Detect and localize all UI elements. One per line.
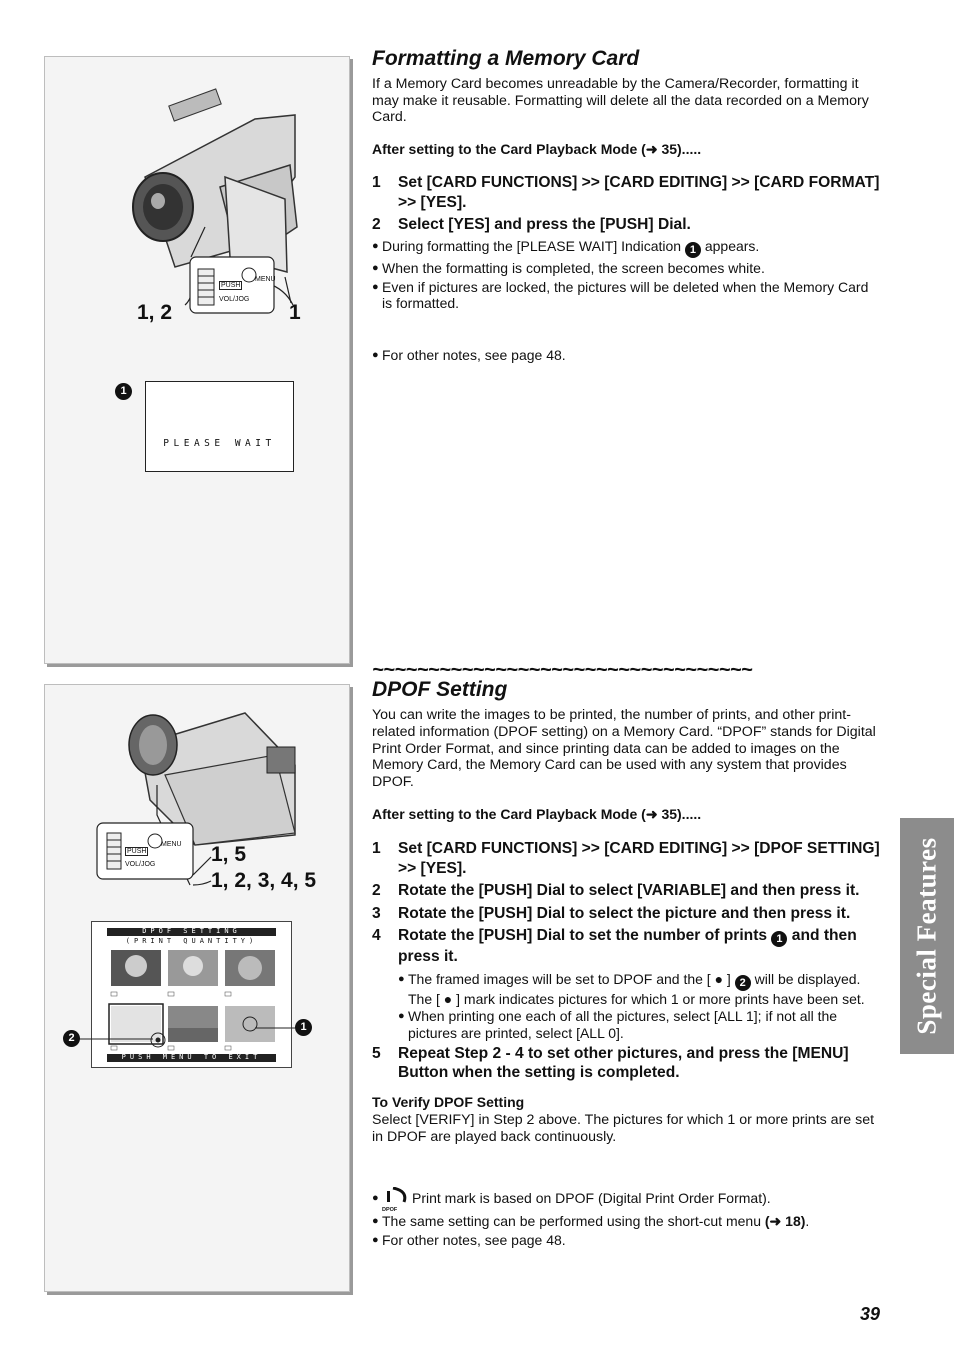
bullet: ● During formatting the [PLEASE WAIT] Indication 1 appears. <box>372 237 760 256</box>
dpof-title-text: DPOF SETTING <box>142 927 241 935</box>
dial-menu-label: MENU <box>255 276 276 283</box>
figure-label-steps: 1, 2, 3, 4, 5 <box>211 869 317 892</box>
step-1: 1 Set [CARD FUNCTIONS] >> [CARD EDITING] >> [CARD FORMAT] >> [YES]. <box>372 174 880 211</box>
side-tab-text: Special Features <box>911 837 942 1035</box>
figure-label-1: 1 <box>289 301 301 324</box>
marker-2-icon: 2 <box>63 1030 80 1047</box>
lead-text: After setting to the Card Playback Mode (➜ 35)..... <box>372 140 702 157</box>
section-format <box>372 47 880 365</box>
lead-text: After setting to the Card Playback Mode (➜ 35)..... <box>372 805 702 822</box>
bullet: ● The same setting can be performed using the short-cut menu (➜ 18). <box>372 1213 810 1230</box>
please-wait-text: PLEASE WAIT <box>163 438 276 449</box>
verify-title: To Verify DPOF Setting <box>372 1093 525 1110</box>
intro-text: You can write the images to be printed, the number of prints, and other print-related information (DPOF setting) on a Memory Card. “DPOF” stands for Digital Print Order Format, and since printing data can be added to images on the Memory Card, the Memory Card can be used with any system that provides DPOF. <box>372 707 876 791</box>
side-tab <box>900 818 954 1054</box>
sub-bullet: ● When printing one each of all the pictures, select [ALL 1]; if not all the pictures are printed, select [ALL 0]. <box>398 1007 838 1041</box>
page-number: 39 <box>859 1304 880 1324</box>
camcorder-illustration <box>45 57 349 663</box>
marker-1-icon: 1 <box>295 1019 312 1036</box>
note: ● For other notes, see page 48. <box>372 347 566 363</box>
section-dpof <box>372 660 880 1249</box>
marker-1-icon: 1 <box>115 383 132 400</box>
verify-text: Select [VERIFY] in Step 2 above. The pictures for which 1 or more prints are set in DPOF are played back continuously. <box>372 1112 875 1145</box>
steps <box>372 173 880 235</box>
marker-1-icon: 1 <box>685 242 701 258</box>
note: ● For other notes, see page 48. <box>372 1231 566 1248</box>
section-title: DPOF Setting <box>372 678 508 701</box>
step-5: 5 Repeat Step 2 - 4 to set other pictures, and press the [MENU] Button when the setting is completed. <box>372 1044 849 1082</box>
step-4: 4 Rotate the [PUSH] Dial to set the number of prints 1 and then press it. <box>372 927 857 966</box>
dpof-subtitle-text: (PRINT QUANTITY) <box>125 937 258 945</box>
dpof-footer-text: PUSH MENU TO EXIT <box>121 1053 262 1061</box>
step-2: 2 Rotate the [PUSH] Dial to select [VARIABLE] and then press it. <box>372 882 860 900</box>
illustration-panel-format <box>44 56 350 664</box>
dial-menu-label: MENU <box>161 841 182 848</box>
dial-push-label: PUSH <box>127 848 147 855</box>
bullet: ● When the formatting is completed, the screen becomes white. <box>372 259 765 276</box>
dial-voljog-label: VOL/JOG <box>125 861 156 868</box>
print-mark-note: ● DPOF Print mark is based on DPOF (Digital Print Order Format). <box>372 1187 880 1209</box>
sub-bullet: ● The framed images will be set to DPOF and the [ ● ] 2 will be displayed. The [ ● ] mark indicates pictures for which 1 or more prints have been set. <box>398 970 865 1007</box>
steps <box>372 839 880 1083</box>
marker-1-icon: 1 <box>771 931 787 947</box>
figure-label-1-5: 1, 5 <box>211 843 247 866</box>
figure-label-1-2: 1, 2 <box>137 301 173 324</box>
please-wait-screen <box>145 381 294 472</box>
intro-text: If a Memory Card becomes unreadable by the Camera/Recorder, formatting it may make it reusable. Formatting will delete all the data recorded on a Memory Card. <box>372 76 869 125</box>
bullet: ● Even if pictures are locked, the pictures will be deleted when the Memory Card is formatted. <box>372 279 869 311</box>
dial-push-label: PUSH <box>221 282 241 289</box>
section-title: Formatting a Memory Card <box>372 47 640 70</box>
step-2: 2 Select [YES] and press the [PUSH] Dial. <box>372 216 691 233</box>
marker-2-icon: 2 <box>735 975 751 991</box>
dpof-mark-icon: DPOF <box>382 1187 412 1209</box>
dial-voljog-label: VOL/JOG <box>219 296 250 303</box>
marker-leader-lines <box>45 685 349 1291</box>
tilde-divider: ~~~~~~~~~~~~~~~~~~~~~~~~~~~~~~~~~~ <box>372 660 753 678</box>
step-3: 3 Rotate the [PUSH] Dial to select the picture and then press it. <box>372 904 851 922</box>
step-1: 1 Set [CARD FUNCTIONS] >> [CARD EDITING] >> [DPOF SETTING] >> [YES]. <box>372 840 880 877</box>
illustration-panel-dpof <box>44 684 350 1292</box>
